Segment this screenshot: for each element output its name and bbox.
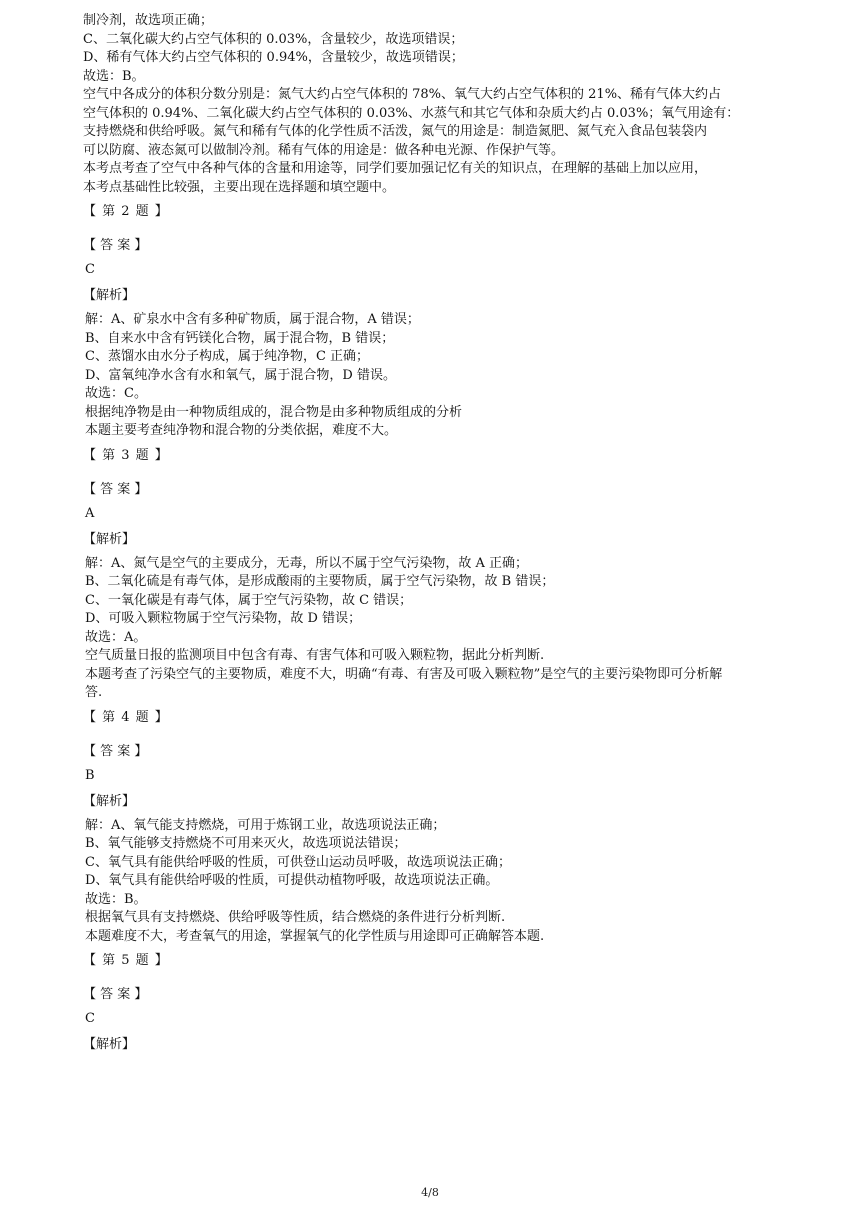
analysis-line: D、富氧纯净水含有水和氧气，属于混合物，D 错误。 <box>85 367 396 383</box>
analysis-line: 解：A、氮气是空气的主要成分，无毒，所以不属于空气污染物，故 A 正确； <box>85 555 529 571</box>
answer-label: 【 答 案 】 <box>83 481 148 497</box>
intro-line: 支持燃烧和供给呼吸。氮气和稀有气体的化学性质不活泼，氮气的用途是：制造氮肥、氮气充入食品包装袋内 <box>83 124 708 139</box>
analysis-text <box>83 311 803 441</box>
analysis-line: B、自来水中含有钙镁化合物，属于混合物，B 错误； <box>85 330 395 346</box>
analysis-line: C、氧气具有能供给呼吸的性质，可供登山运动员呼吸，故选项说法正确； <box>85 854 511 870</box>
analysis-line: 本题主要考查纯净物和混合物的分类依据，难度不大。 <box>85 423 398 438</box>
document-content <box>83 12 803 1060</box>
analysis-line: 解：A、矿泉水中含有多种矿物质，属于混合物，A 错误； <box>85 312 420 327</box>
analysis-label: 【解析】 <box>83 793 136 809</box>
intro-line: 可以防腐、液态氮可以做制冷剂。稀有气体的用途是：做各种电光源、作保护气等。 <box>83 142 565 158</box>
intro-line: 制冷剂，故选项正确； <box>83 13 214 28</box>
analysis-line: 空气质量日报的监测项目中包含有毒、有害气体和可吸入颗粒物，据此分析判断. <box>85 648 545 663</box>
intro-line: 本考点基础性比较强，主要出现在选择题和填空题中。 <box>83 179 396 195</box>
analysis-label: 【解析】 <box>83 288 136 303</box>
answer-label: 【 答 案 】 <box>83 743 148 759</box>
question-heading: 【 第 5 题 】 <box>83 953 169 968</box>
analysis-line: 故选：A。 <box>85 629 147 645</box>
analysis-line: 故选：C。 <box>85 386 147 401</box>
intro-line: 本考点考查了空气中各种气体的含量和用途等，同学们要加强记忆有关的知识点，在理解的基础上加以应用， <box>83 161 708 176</box>
answer-value: B <box>85 767 95 783</box>
analysis-text <box>83 817 803 947</box>
answer-value: C <box>85 262 95 277</box>
answer-label: 【 答 案 】 <box>83 238 148 253</box>
intro-line: 空气体积的 0.94%、二氧化碳大约占空气体积的 0.03%、水蒸气和其它气体和杂质大约占 0.03%；氧气用途有： <box>83 105 740 121</box>
analysis-line: B、二氧化硫是有毒气体，是形成酸雨的主要物质，属于空气污染物，故 B 错误； <box>85 574 555 589</box>
page-number: 4/8 <box>421 1186 439 1199</box>
analysis-line: C、蒸馏水由水分子构成，属于纯净物，C 正确； <box>85 349 370 364</box>
intro-line: 空气中各成分的体积分数分别是：氮气大约占空气体积的 78%、氧气大约占空气体积的 21%、稀有气体大约占 <box>83 87 722 102</box>
intro-line: D、稀有气体大约占空气体积的 0.94%，含量较少，故选项错误； <box>83 50 464 65</box>
question-2 <box>83 203 803 441</box>
answer-label: 【 答 案 】 <box>83 987 148 1002</box>
answer-value: C <box>85 1011 95 1026</box>
analysis-line: C、一氧化碳是有毒气体，属于空气污染物，故 C 错误； <box>85 592 413 608</box>
question-5 <box>83 952 803 1054</box>
answer-value: A <box>85 505 95 521</box>
question-3 <box>83 447 803 703</box>
analysis-line: B、氧气能够支持燃烧不可用来灭火，故选项说法错误； <box>85 836 407 851</box>
question-4 <box>83 709 803 947</box>
analysis-line: 答. <box>85 685 103 700</box>
question-heading: 【 第 3 题 】 <box>83 447 169 463</box>
analysis-line: 解：A、氧气能支持燃烧，可用于炼钢工业，故选项说法正确； <box>85 817 446 833</box>
analysis-label: 【解析】 <box>83 1037 136 1052</box>
question-heading: 【 第 2 题 】 <box>83 204 169 219</box>
question-heading: 【 第 4 题 】 <box>83 709 169 725</box>
analysis-line: 本题难度不大，考查氧气的用途，掌握氧气的化学性质与用途即可正确解答本题. <box>85 928 545 944</box>
intro-block <box>83 12 803 197</box>
analysis-label: 【解析】 <box>83 531 136 547</box>
analysis-line: 本题考查了污染空气的主要物质，难度不大，明确“有毒、有害及可吸入颗粒物”是空气的主要污染物即可分析解 <box>85 666 723 682</box>
intro-line: C、二氧化碳大约占空气体积的 0.03%，含量较少，故选项错误； <box>83 31 464 47</box>
intro-line: 故选：B。 <box>83 68 145 84</box>
analysis-line: 故选：B。 <box>85 891 147 907</box>
analysis-line: 根据纯净物是由一种物质组成的，混合物是由多种物质组成的分析 <box>85 404 463 420</box>
analysis-line: D、可吸入颗粒物属于空气污染物，故 D 错误； <box>85 611 362 626</box>
analysis-line: D、氧气具有能供给呼吸的性质，可提供动植物呼吸，故选项说法正确。 <box>85 873 499 888</box>
analysis-text <box>83 555 803 703</box>
analysis-line: 根据氧气具有支持燃烧、供给呼吸等性质，结合燃烧的条件进行分析判断. <box>85 910 506 925</box>
